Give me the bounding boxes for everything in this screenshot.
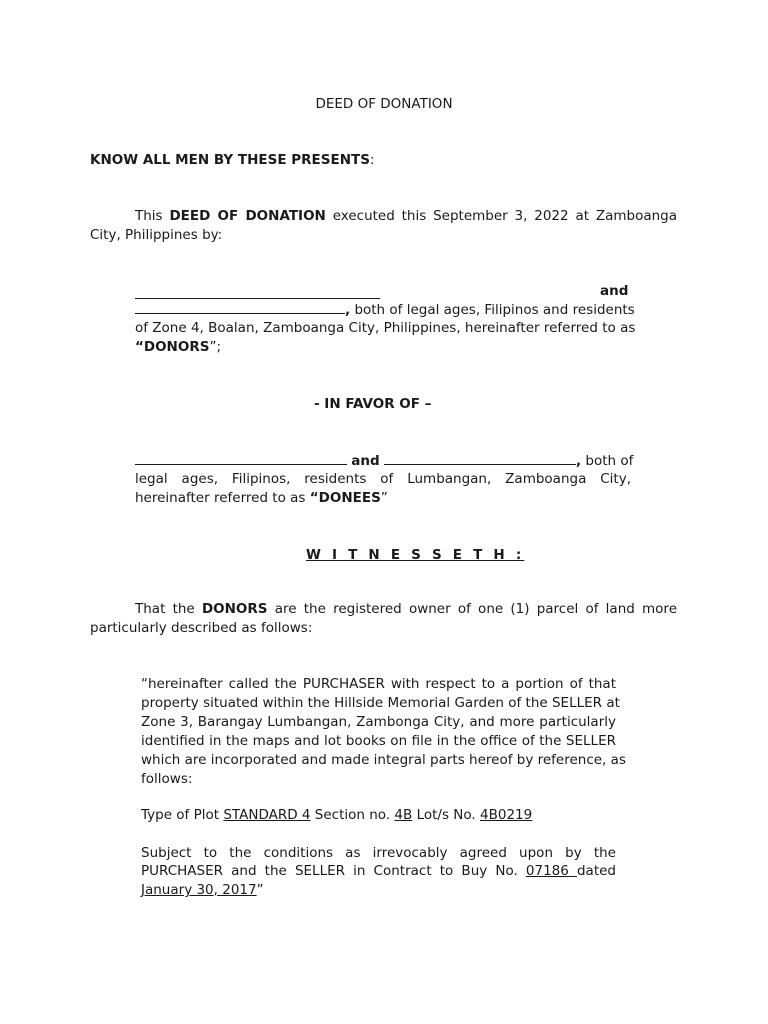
subject-contract-text: PURCHASER and the SELLER in Contract to Buy No. [141,863,518,879]
know-all-men-heading [90,151,374,170]
donors-and [600,282,628,301]
witnesseth-heading [306,546,524,565]
opening-line-1 [135,207,677,226]
quote-line-5-text: which are incorporated and made integral parts hereof by reference, as [141,752,626,768]
know-all-colon: : [369,152,375,168]
donors-line-2 [135,300,635,320]
quote-line-1 [141,675,616,694]
section-value: 4B [394,807,413,823]
subject-line-1-text: Subject to the conditions as irrevocably agreed upon by the [141,845,616,861]
parcel-line-2-text: particularly described as follows: [90,620,313,636]
witnesseth-text: W I T N E S S E T H : [306,547,525,563]
plot-type-label: Type of Plot [141,807,220,823]
that-the-text: That the [135,601,195,617]
in-favor-of-text: - IN FAVOR OF – [314,396,432,412]
deed-of-donation-bold: DEED OF DONATION [169,208,326,224]
donor-1-blank [135,281,380,299]
contract-number-text: 07186 [525,863,569,879]
section-label: Section no. [314,807,391,823]
contract-date: January 30, 2017 [141,882,257,898]
parcel-line-2 [90,619,312,638]
donees-line-1 [135,451,633,471]
subject-line-1 [141,844,616,863]
subject-line-2 [141,862,616,881]
document-title [0,95,768,114]
donees-label-tail: ” [380,490,388,506]
donees-referred-text: hereinafter referred to as [135,490,306,506]
donors-line-4 [135,338,221,357]
donors-and-text: and [600,283,629,299]
donees-line-3 [135,489,388,508]
quote-line-3-text: Zone 3, Barangay Lumbangan, Zambonga City, and more particularly [141,714,616,730]
donees-legal-ages-text: legal ages, Filipinos, residents of Lumbangan, Zamboanga City, [135,471,631,487]
in-favor-of [314,395,431,414]
end-quote: ” [256,882,264,898]
quote-line-6 [141,770,192,789]
donor-2-blank [135,300,345,314]
donors-line-3 [135,319,636,338]
quote-line-6-text: follows: [141,771,193,787]
parcel-line-1 [135,600,677,619]
donees-comma: , [575,453,582,469]
plot-details [141,806,532,825]
donors-label-tail: ”; [209,339,221,355]
quote-line-2 [141,694,620,713]
quote-line-3 [141,713,616,732]
quote-line-4 [141,732,616,751]
parcel-donors-bold: DONORS [201,601,268,617]
opening-line-2 [90,226,222,245]
donors-legal-ages: both of legal ages, Filipinos and residents [354,302,635,318]
donors-label: “DONORS [135,339,210,355]
this-word: This [135,208,163,224]
opening-line-2-text: City, Philippines by: [90,227,223,243]
quote-line-2-text: property situated within the Hillside Memorial Garden of the SELLER at [141,695,620,711]
plot-type-value: STANDARD 4 [223,807,311,823]
donees-line-2 [135,470,631,489]
lot-label: Lot/s No. [416,807,476,823]
donees-label: “DONEES [309,490,381,506]
title-text: DEED OF DONATION [315,96,453,112]
know-all-men-text: KNOW ALL MEN BY THESE PRESENTS [90,152,370,168]
donee-2-blank [384,451,576,465]
donees-and: and [351,453,380,469]
lot-value: 4B0219 [480,807,533,823]
parcel-rest-text: are the registered owner of one (1) parcel of land more [274,601,677,617]
donors-comma: , [345,302,351,318]
quote-line-1-text: “hereinafter called the PURCHASER with respect to a portion of that [141,676,616,692]
subject-line-3 [141,881,264,900]
donee-1-blank [135,451,347,465]
donees-both-of: both of [585,453,634,469]
dated-text: dated [576,863,616,879]
donors-residence-text: of Zone 4, Boalan, Zamboanga City, Philippines, hereinafter referred to as [135,320,636,336]
executed-text: executed this September 3, 2022 at Zamboanga [332,208,678,224]
quote-line-5 [141,751,626,770]
contract-number [526,863,577,879]
quote-line-4-text: identified in the maps and lot books on file in the office of the SELLER [141,733,616,749]
